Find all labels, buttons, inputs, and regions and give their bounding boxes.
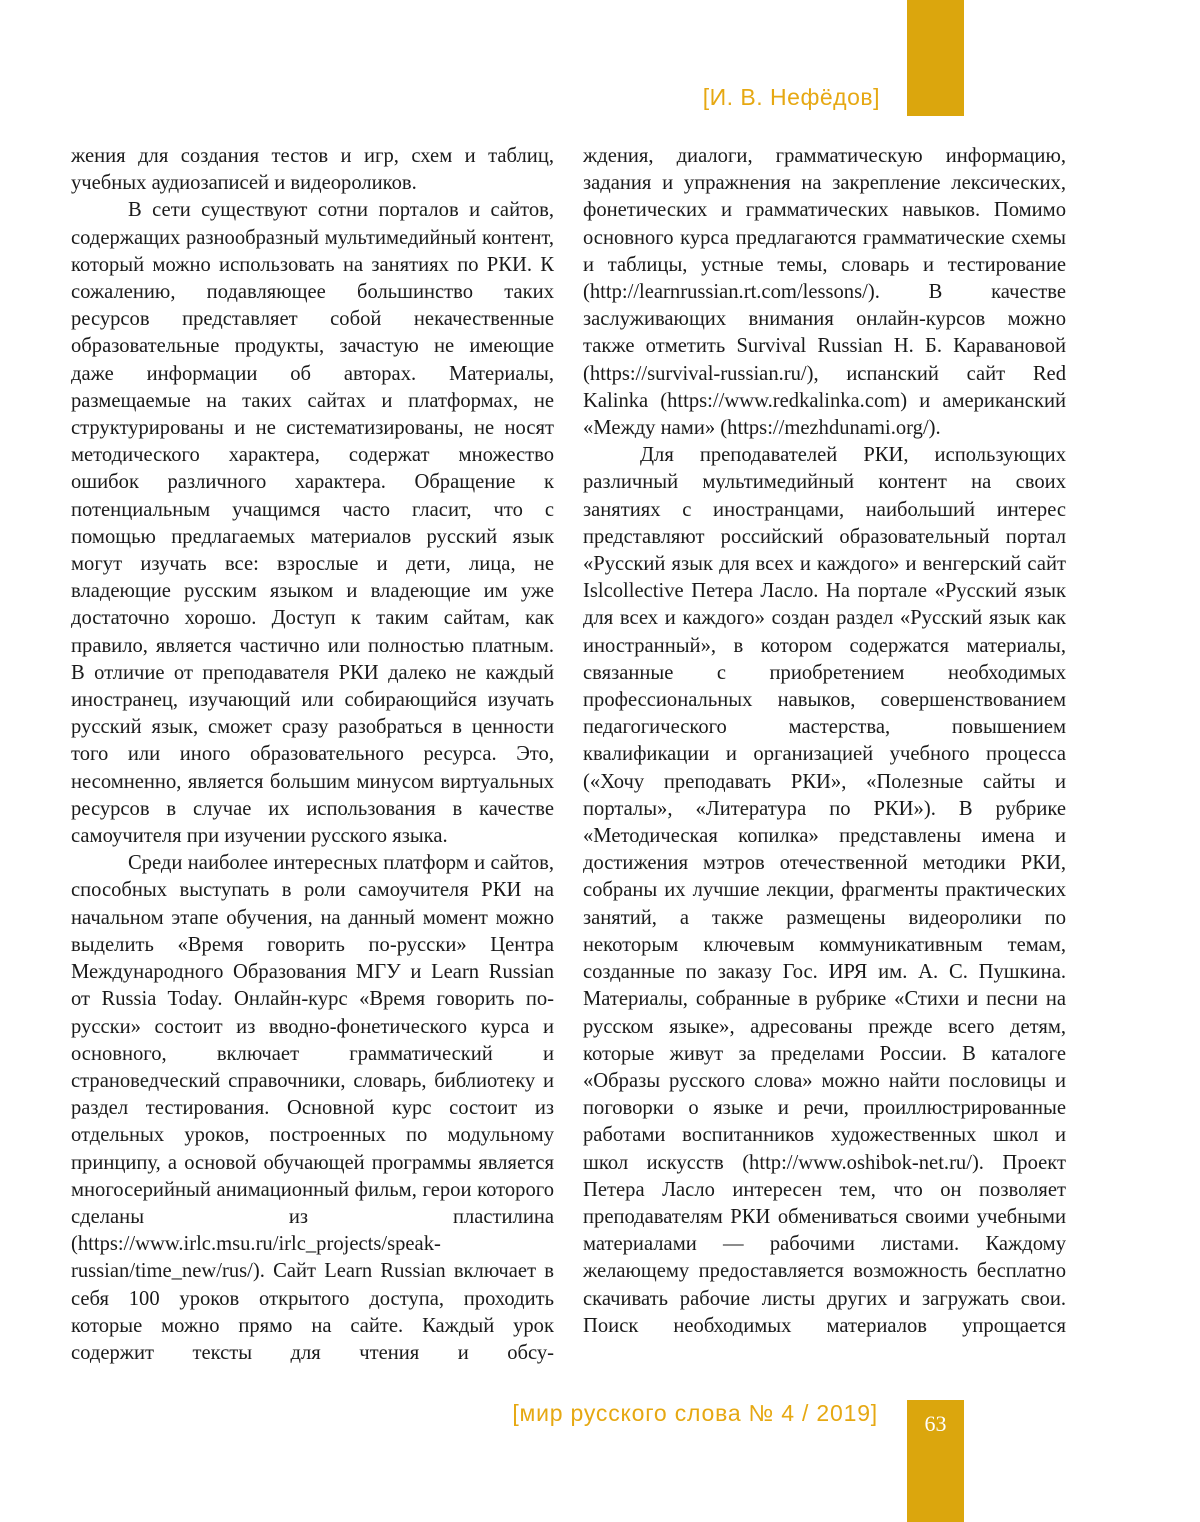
right-paragraph-1: ждения, диалоги, грамматическую информацию, задания и упражнения на закрепление лексических, фонетических и грамматических навыков. Помимо основного курса предлагаются грамматические схемы и таблицы, устные темы, словарь и тестирование (http://learnrussian.rt.com/lessons/). В качестве заслуживающих внимания онлайн-курсов можно также отметить Survival Russian Н. Б. Каравановой (https://survival-russian.ru/), испанский сайт Red Kalinka (https://www.redkalinka.com) и американский «Между нами» (https://mezhdunami.org/).	[583, 145, 1066, 440]
header-accent-tab	[907, 0, 964, 116]
left-paragraph-3: Среди наиболее интересных платформ и сайтов, способных выступать в роли самоучителя РКИ на начальном этапе обучения, на данный момент можно выделить «Время говорить по-русски» Центра Международного Образования МГУ и Learn Russian от Russia Today. Онлайн-курс «Время говорить по-русски» состоит из вводно-фонетического курса и основного, включает грамматический и страноведческий справочники, словарь, библиотеку и раздел тестирования. Основной курс состоит из отдельных уроков, построенных по модульному принципу, а основой обучающей программы является многосерийный анимационный фильм, герои которого сделаны из пластилина (https://www.irlc.msu.ru/irlc_projects/speak-russian/time_new/rus/). Сайт Learn Russian включает в себя 100 уроков открытого доступа, проходить которые можно прямо на сайте. Каждый урок содержит тексты для чтения и обсу-	[71, 852, 554, 1364]
left-paragraph-2: В сети существуют сотни порталов и сайтов, содержащих разнообразный мультимедийный контент, который можно использовать на занятиях по РКИ. К сожалению, подавляющее большинство таких ресурсов представляет собой некачественные образовательные продукты, зачастую не имеющие даже информации об авторах. Материалы, размещаемые на таких сайтах и платформах, не структурированы и не систематизированы, не носят методического характера, содержат множество ошибок различного характера. Обращение к потенциальным учащимся часто гласит, что с помощью предлагаемых материалов русский язык могут изучать все: взрослые и дети, лица, не владеющие русским языком и владеющие им уже достаточно хорошо. Доступ к таким сайтам, как правило, является частично или полностью платным. В отличие от преподавателя РКИ далеко не каждый иностранец, изучающий или собирающийся изучать русский язык, сможет сразу разобраться в ценности того или иного образовательного ресурса. Это, несомненно, является большим минусом виртуальных ресурсов в случае их использования в качестве самоучителя при изучении русского языка.	[71, 199, 554, 848]
right-column	[583, 143, 1066, 1340]
right-paragraph-2: Для преподавателей РКИ, использующих различный мультимедийный контент на своих занятиях с иностранцами, наибольший интерес представляют российский образовательный портал «Русский язык для всех и каждого» и венгерский сайт Islcollective Петера Ласло. На портале «Русский язык для всех и каждого» создан раздел «Русский язык как иностранный», в котором содержатся материалы, связанные с приобретением необходимых профессиональных навыков, совершенствованием педагогического мастерства, повышением квалификации и организацией учебного процесса («Хочу преподавать РКИ», «Полезные сайты и порталы», «Литература по РКИ»). В рубрике «Методическая копилка» представлены имена и достижения мэтров отечественной методики РКИ, собраны их лучшие лекции, фрагменты практических занятий, а также размещены видеоролики по некоторым ключевым коммуникативным темам, созданные по заказу Гос. ИРЯ им. А. С. Пушкина. Материалы, собранные в рубрике «Стихи и песни на русском языке», адресованы прежде всего детям, которые живут за пределами России. В каталоге «Образы русского слова» можно найти пословицы и поговорки о языке и речи, проиллюстрированные работами воспитанников художественных школ и школ искусств (http://www.oshibok-net.ru/). Проект Петера Ласло интересен тем, что он позволяет преподавателям РКИ обмениваться своими учебными материалами — рабочими листами. Каждому желающему предоставляется возможность бесплатно скачивать рабочие листы других и загружать свои. Поиск необходимых материалов упрощается	[583, 444, 1066, 1337]
page-number: 63	[924, 1411, 947, 1436]
journal-footer: [мир русского слова № 4 / 2019]	[512, 1400, 878, 1426]
left-paragraph-1: жения для создания тестов и игр, схем и таблиц, учебных аудиозаписей и видеороликов.	[71, 145, 554, 195]
left-column	[71, 143, 554, 1367]
running-header-author: [И. В. Нефёдов]	[702, 84, 880, 110]
